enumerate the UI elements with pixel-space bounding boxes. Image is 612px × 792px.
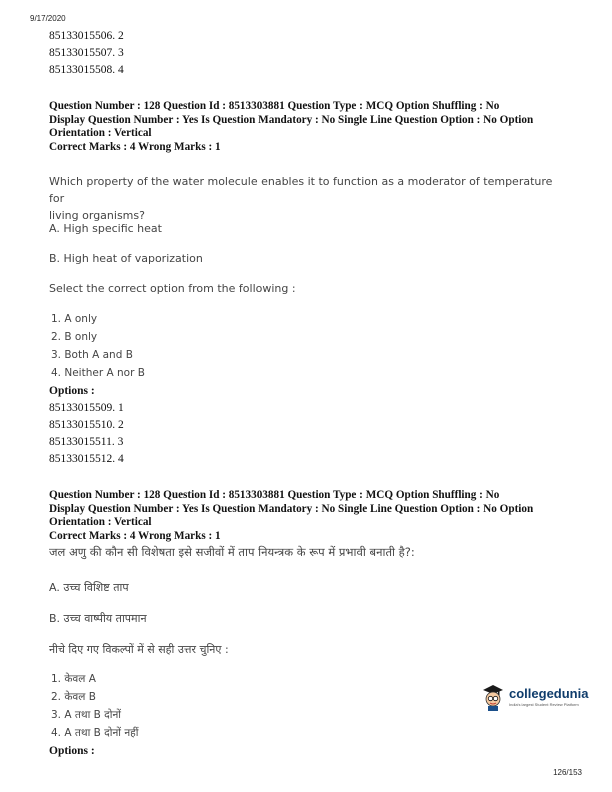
print-date: 9/17/2020 bbox=[30, 14, 66, 23]
options-label: Options : bbox=[49, 385, 95, 397]
collegedunia-logo bbox=[480, 680, 590, 714]
choice-item: 3. Both A and B bbox=[51, 349, 133, 361]
mascot-icon bbox=[480, 682, 506, 712]
question-marks: Correct Marks : 4 Wrong Marks : 1 bbox=[49, 529, 221, 542]
statement-a: A. High specific heat bbox=[49, 222, 162, 235]
question-meta-line: Question Number : 128 Question Id : 8513303881 Question Type : MCQ Option Shuffling : No bbox=[49, 100, 500, 112]
statement-a: A. उच्च विशिष्ट ताप bbox=[49, 581, 129, 594]
statement-b: B. उच्च वाष्पीय तापमान bbox=[49, 612, 147, 625]
page-number: 126/153 bbox=[553, 768, 582, 777]
option-code: 85133015507. 3 bbox=[49, 47, 124, 59]
choice-item: 1. A only bbox=[51, 313, 98, 325]
question-marks: Correct Marks : 4 Wrong Marks : 1 bbox=[49, 140, 221, 153]
options-label: Options : bbox=[49, 745, 95, 757]
select-prompt: नीचे दिए गए विकल्पों में से सही उत्तर चुनिए : bbox=[49, 643, 229, 656]
option-code: 85133015511. 3 bbox=[49, 436, 124, 448]
choice-item: 1. केवल A bbox=[51, 673, 96, 685]
question-text-line: living organisms? bbox=[49, 209, 145, 222]
option-code: 85133015512. 4 bbox=[49, 453, 124, 465]
option-code: 85133015506. 2 bbox=[49, 30, 124, 42]
question-meta bbox=[49, 489, 579, 543]
option-code: 85133015509. 1 bbox=[49, 402, 124, 414]
question-meta bbox=[49, 100, 579, 154]
question-text bbox=[49, 173, 569, 224]
option-code: 85133015510. 2 bbox=[49, 419, 124, 431]
logo-tagline: India's largest Student Review Platform bbox=[509, 702, 579, 707]
statement-b: B. High heat of vaporization bbox=[49, 252, 203, 265]
question-text: जल अणु की कौन सी विशेषता इसे सजीवों में ताप नियन्त्रक के रूप में प्रभावी बनाती है?: bbox=[49, 545, 415, 559]
question-meta-line: Display Question Number : Yes Is Question Mandatory : No Single Line Question Option : No Option bbox=[49, 113, 534, 126]
question-meta-line: Orientation : Vertical bbox=[49, 127, 152, 139]
question-meta-line: Display Question Number : Yes Is Question Mandatory : No Single Line Question Option : No Option bbox=[49, 502, 534, 515]
choice-item: 4. A तथा B दोनों नहीं bbox=[51, 727, 139, 739]
question-meta-line: Orientation : Vertical bbox=[49, 516, 152, 528]
choice-item: 3. A तथा B दोनों bbox=[51, 709, 122, 721]
choice-item: 2. B only bbox=[51, 331, 98, 343]
select-prompt: Select the correct option from the following : bbox=[49, 282, 296, 295]
option-code: 85133015508. 4 bbox=[49, 64, 124, 76]
question-meta-line: Question Number : 128 Question Id : 8513303881 Question Type : MCQ Option Shuffling : No bbox=[49, 489, 500, 501]
choice-item: 2. केवल B bbox=[51, 691, 96, 703]
question-text-line: Which property of the water molecule enables it to function as a moderator of temperature for bbox=[49, 175, 553, 205]
logo-name: collegedunia bbox=[509, 686, 589, 701]
choice-item: 4. Neither A nor B bbox=[51, 367, 145, 379]
